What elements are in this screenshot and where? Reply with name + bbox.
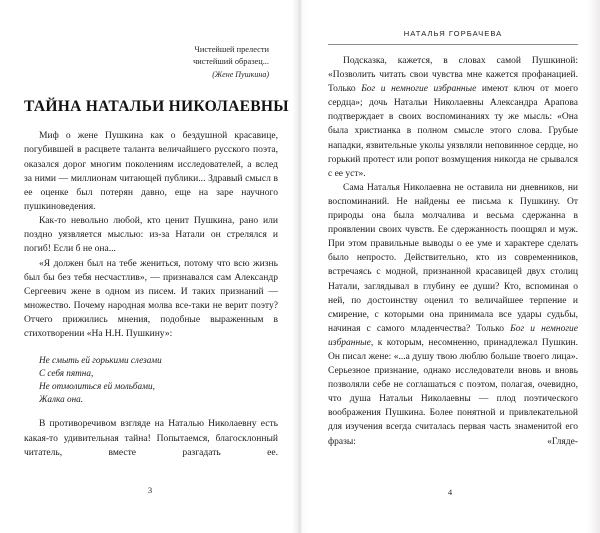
page-number-left: 3 [147,485,153,495]
epigraph-line-1: Чистейшей прелести [194,45,269,54]
running-head-rule [328,44,578,45]
page-number-right: 4 [447,487,453,497]
verse-line: Жалка она. [39,394,84,405]
left-page-body-closing [24,417,278,459]
verse-block [24,354,278,407]
paragraph: Миф о жене Пушкина как о бездушной красавице, погубившей в расцвете таланта величайшего русского поэта, оказался дорог многим поколениям исследователей, а вслед за ними — миллионам читающей публики... Здравый смысл в ее оценке был потерян давно, еще на заре научного пушкиноведения. [24,130,278,212]
verse-line: С себя пятна, [39,367,94,378]
paragraph: Сама Наталья Николаевна не оставила ни дневников, ни воспоминаний. Не найдены ее письма к Пушкину. От природы она была молчалива и весьма сдержанна в проявлении своих чувств. Ее сдержанность поощрял и муж. При этом правильные выводы о ее уме и характере сделать было непросто. Действительно, кто из современников, встречаясь с модной, признанной красавицей двух столиц Натали, заглядывал в глубину ее души? Кто, вспоминая о ней, по достоинству оценил то величайшее терпение и смирение, с которыми она принимала все удары судьбы, начиная с самого младенчества? Только Бог и немногие избранные, к которым, несомненно, принадлежал Пушкин. Он писал жене: «...а душу твою люблю больше твоего лица». Серьезное признание, однако исследователи вновь и вновь позволяли себе не соглашаться с поэтом, полагая, очевидно, что душа Натальи Николаевны — плод поэтического воображения Пушкина. Более понятной и привлекательной для изучения всегда считалась первая часть знаменитой его фразы: «Гляде- [328,182,579,447]
right-page [300,0,600,533]
right-page-body [328,54,578,449]
paragraph: В противоречивом взгляде на Наталью Николаевну есть какая-то удивительная тайна! Попытаемся, благосклонный читатель, вместе разгадать ее. [24,418,278,458]
epigraph [24,44,278,81]
paragraph: Подсказка, кажется, в словах самой Пушкиной: «Позволить читать свои чувства мне кажется профанацией. Только Бог и немногие избранные имеют ключ от моего сердца»; дочь Натальи Николаевны Александра Арапова подтверждает в своих воспоминаниях ту же мысль: «Она была христианка в полном смысле этого слова. Грубые нападки, язвительные уколы уязвляли неповинное сердце, но горький протест или ропот возмущения никогда не срывался с ее уст». [328,56,578,179]
left-page-body [24,129,278,341]
epigraph-line-2: чистейший образец... [193,57,269,67]
running-head: НАТАЛЬЯ ГОРБАЧЕВА [403,29,503,38]
verse-line: Не смыть ей горькими слезами [39,354,162,365]
verse-line: Не отмолиться ей мольбами, [39,380,155,391]
paragraph: «Я должен был на тебе жениться, потому что всю жизнь был бы без тебя несчастлив», — признавался сам Александр Сергеевич жене в одном из писем. И таких признаний — множество. Почему народная молва все-таки не верит поэту? Отчего прижились мнения, подобные выраженным в стихотворении «На Н.Н. Пушкину»: [24,257,278,340]
paragraph: Как-то невольно любой, кто ценит Пушкина, рано или поздно уязвляется мыслью: из-за Натали он стрелялся и погиб! Если б не она... [24,215,278,255]
chapter-title: ТАЙНА НАТАЛЬИ НИКОЛАЕВНЫ [24,98,289,116]
epigraph-attribution: (Жене Пушкина) [212,69,269,79]
